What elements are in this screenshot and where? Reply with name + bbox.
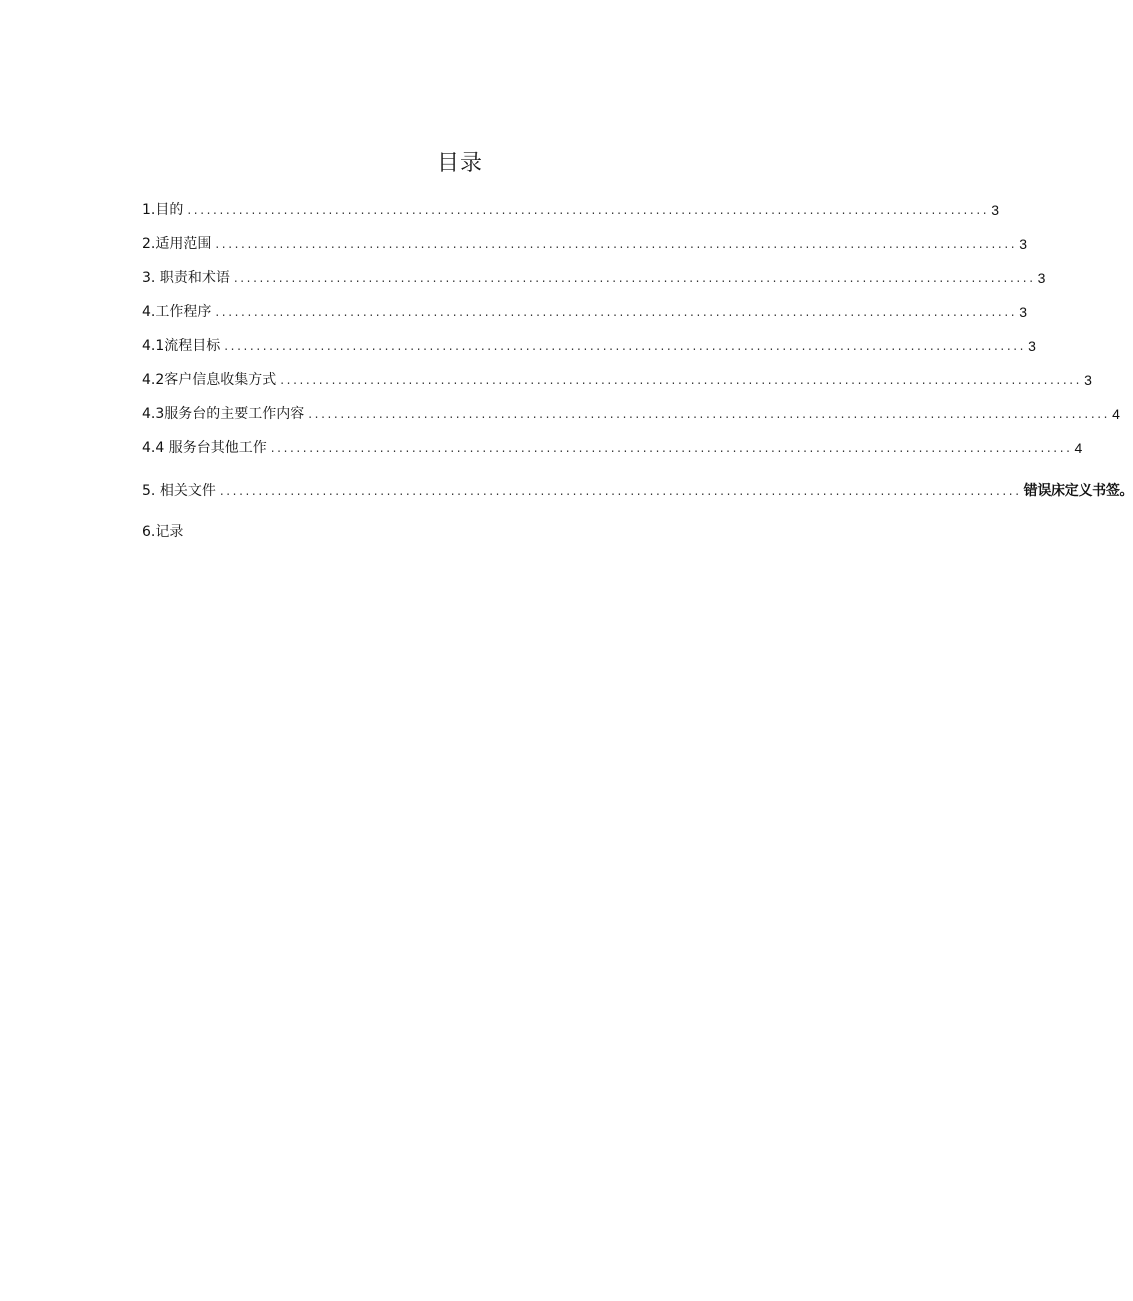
toc-entry-label: 服务台的主要工作内容	[164, 406, 305, 422]
toc-entry-4-3[interactable]	[142, 404, 1120, 424]
toc-entry-page: 3	[1028, 338, 1036, 354]
toc-entry-5[interactable]	[142, 481, 1133, 501]
toc-leader-dots: .............................................................................................................................	[233, 271, 1036, 285]
toc-entry-4[interactable]	[142, 302, 1027, 322]
toc-entry-4-1[interactable]	[142, 336, 1036, 356]
toc-entry-2[interactable]	[142, 234, 1027, 254]
toc-entry-3[interactable]	[142, 268, 1046, 288]
toc-entry-number: 2	[142, 236, 151, 252]
toc-entry-label: 流程目标	[164, 338, 221, 354]
toc-leader-dots: .............................................................................................................................	[187, 203, 990, 217]
toc-entry-label: .工作程序	[150, 304, 212, 320]
toc-entry-label: .目的	[150, 202, 184, 218]
toc-leader-dots: .............................................................................................................................	[270, 441, 1073, 455]
toc-entry-page-error: 错误床定义书签。	[1023, 483, 1133, 499]
toc-entry-label: . 相关文件	[150, 483, 216, 499]
toc-entry-4-4[interactable]	[142, 438, 1083, 458]
toc-entry-page: 3	[1019, 304, 1027, 320]
toc-entry-label: 客户信息收集方式	[164, 372, 277, 388]
toc-entry-page: 3	[1037, 270, 1046, 286]
toc-entry-number: 5	[142, 483, 151, 499]
toc-leader-dots: .............................................................................................................................	[215, 305, 1018, 319]
toc-entry-page: 4	[1074, 440, 1083, 456]
toc-entry-number: 4	[142, 440, 151, 456]
toc-entry-number: 4.1	[142, 338, 165, 354]
toc-entry-number: 4.2	[142, 372, 165, 388]
toc-entry-page: 3	[1019, 236, 1027, 252]
toc-entry-label: . 职责和术语	[150, 270, 230, 286]
toc-entry-1[interactable]	[142, 200, 999, 220]
toc-leader-dots: .............................................................................................................................	[224, 339, 1027, 353]
toc-entry-page: 3	[1084, 372, 1092, 388]
toc-leader-dots: .............................................................................................................................	[280, 373, 1083, 387]
toc-entry-label: .4 服务台其他工作	[150, 440, 267, 456]
toc-entry-number: 4	[142, 304, 151, 320]
toc-leader-dots: .............................................................................................................................	[308, 407, 1111, 421]
toc-entry-page: 3	[991, 202, 999, 218]
toc-entry-label: .适用范围	[150, 236, 212, 252]
toc-entry-page: 4	[1112, 406, 1120, 422]
toc-leader-dots: .............................................................................................................................	[215, 237, 1018, 251]
toc-entry-number: 4.3	[142, 406, 165, 422]
toc-leader-dots: .............................................................................................................................	[219, 484, 1022, 498]
toc-title: 目录	[436, 151, 483, 176]
toc-entry-6-record[interactable]: 6.记录	[142, 524, 184, 540]
toc-entry-number: 1	[142, 202, 151, 218]
toc-entry-number: 3	[142, 270, 151, 286]
toc-entry-4-2[interactable]	[142, 370, 1092, 390]
